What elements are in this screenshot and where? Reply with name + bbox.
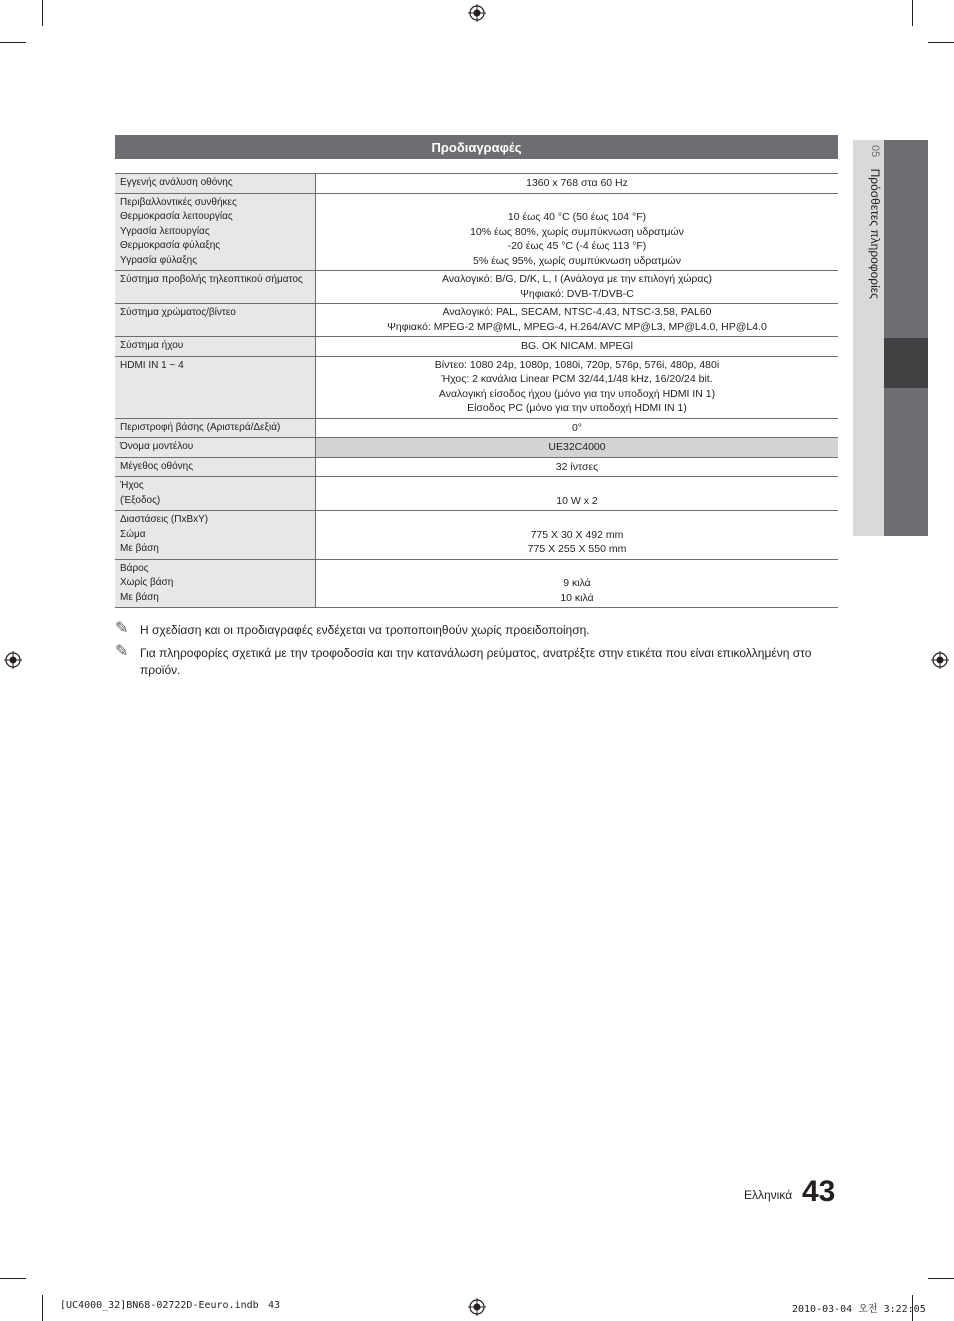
spec-label: Εγγενής ανάλυση οθόνης [115,174,316,194]
registration-mark-icon [468,4,486,22]
chapter-tab [856,145,882,375]
spec-value: 9 κιλά 10 κιλά [316,559,839,608]
table-row-highlighted [115,438,838,458]
spec-label: Περιβαλλοντικές συνθήκες Θερμοκρασία λειτουργίας Υγρασία λειτουργίας Θερμοκρασία φύλαξης Υγρασία φύλαξης [115,193,316,271]
spec-value: Αναλογικό: B/G, D/K, L, I (Ανάλογα με την επιλογή χώρας) Ψηφιακό: DVB-T/DVB-C [316,271,839,304]
note-text: Η σχεδίαση και οι προδιαγραφές ενδέχεται να τροποποιηθούν χωρίς προειδοποίηση. [140,623,590,637]
spec-label: Διαστάσεις (ΠxΒxΥ) Σώμα Με βάση [115,511,316,560]
crop-mark [42,0,43,26]
table-row [115,457,838,477]
spec-value: 32 ίντσες [316,457,839,477]
pencil-note-icon: ✎ [115,643,129,660]
footer-filename: [UC4000_32]BN68-02722D-Eeuro.indb [60,1300,259,1311]
table-row [115,559,838,608]
spec-value: 10 W x 2 [316,477,839,511]
table-row [115,511,838,560]
spec-label: Περιστροφή βάσης (Αριστερά/Δεξιά) [115,418,316,438]
chapter-tab-bar [884,388,928,536]
chapter-tab-marker [884,338,928,388]
spec-label: Σύστημα ήχου [115,337,316,357]
crop-mark [928,1278,954,1279]
crop-mark [912,0,913,26]
section-title-text: Προδιαγραφές [431,139,522,155]
spec-label: Σύστημα προβολής τηλεοπτικού σήματος [115,271,316,304]
table-row [115,174,838,194]
table-row [115,418,838,438]
footer-datetime: 2010-03-04 오전 3:22:05 [792,1304,926,1315]
spec-value: 10 έως 40 °C (50 έως 104 °F) 10% έως 80%, χωρίς συμπύκνωση υδρατμών -20 έως 45 °C (-4 έως 113 °F) 5% έως 95%, χωρίς συμπύκνωση υδρατμών [316,193,839,271]
chapter-number: 05 [869,145,881,158]
chapter-title: Πρόσθετες πληροφορίες [868,168,882,299]
chapter-tab-bar [884,140,928,338]
table-row [115,356,838,418]
page-number: 43 [802,1175,836,1208]
table-row [115,193,838,271]
spec-value: Βίντεο: 1080 24p, 1080p, 1080i, 720p, 576p, 576i, 480p, 480i Ήχος: 2 κανάλια Linear PCM 32/44,1/48 kHz, 16/20/24 bit. Αναλογική είσοδος ήχου (μόνο για την υποδοχή HDMI IN 1) Είσοδος PC (μόνο για την υποδοχή HDMI IN 1) [316,356,839,418]
spec-value: BG. OK NICAM. MPEGl [316,337,839,357]
registration-mark-icon [4,651,22,669]
spec-value: 1360 x 768 στα 60 Hz [316,174,839,194]
spec-value: 775 X 30 X 492 mm 775 X 255 X 550 mm [316,511,839,560]
table-row [115,337,838,357]
spec-value: 0° [316,418,839,438]
spec-label: Ήχος (Έξοδος) [115,477,316,511]
spec-value: UE32C4000 [316,438,839,458]
note-item [115,622,835,639]
section-title [115,135,838,159]
crop-mark [928,42,954,43]
table-row [115,477,838,511]
registration-mark-icon [468,1298,486,1316]
crop-mark [42,1295,43,1321]
note-text: Για πληροφορίες σχετικά με την τροφοδοσία και την κατανάλωση ρεύματος, ανατρέξτε στην ετικέτα που είναι επικολλημένη στο προϊόν. [140,646,812,677]
table-row [115,271,838,304]
notes-section [115,622,835,685]
spec-label: Σύστημα χρώματος/βίντεο [115,304,316,337]
crop-mark [0,42,26,43]
spec-label: Μέγεθος οθόνης [115,457,316,477]
spec-label: Όνομα μοντέλου [115,438,316,458]
footer-page: 43 [268,1300,281,1311]
registration-mark-icon [931,651,949,669]
table-row [115,304,838,337]
spec-value: Αναλογικό: PAL, SECAM, NTSC-4.43, NTSC-3.58, PAL60 Ψηφιακό: MPEG-2 MP@ML, MPEG-4, H.264/AVC MP@L3, MP@L4.0, HP@L4.0 [316,304,839,337]
note-item [115,645,835,679]
spec-label: HDMI IN 1 ~ 4 [115,356,316,418]
page-language: Ελληνικά [744,1188,793,1202]
specifications-table [115,173,838,608]
spec-label: Βάρος Χωρίς βάση Με βάση [115,559,316,608]
pencil-note-icon: ✎ [115,620,129,637]
crop-mark [0,1278,26,1279]
